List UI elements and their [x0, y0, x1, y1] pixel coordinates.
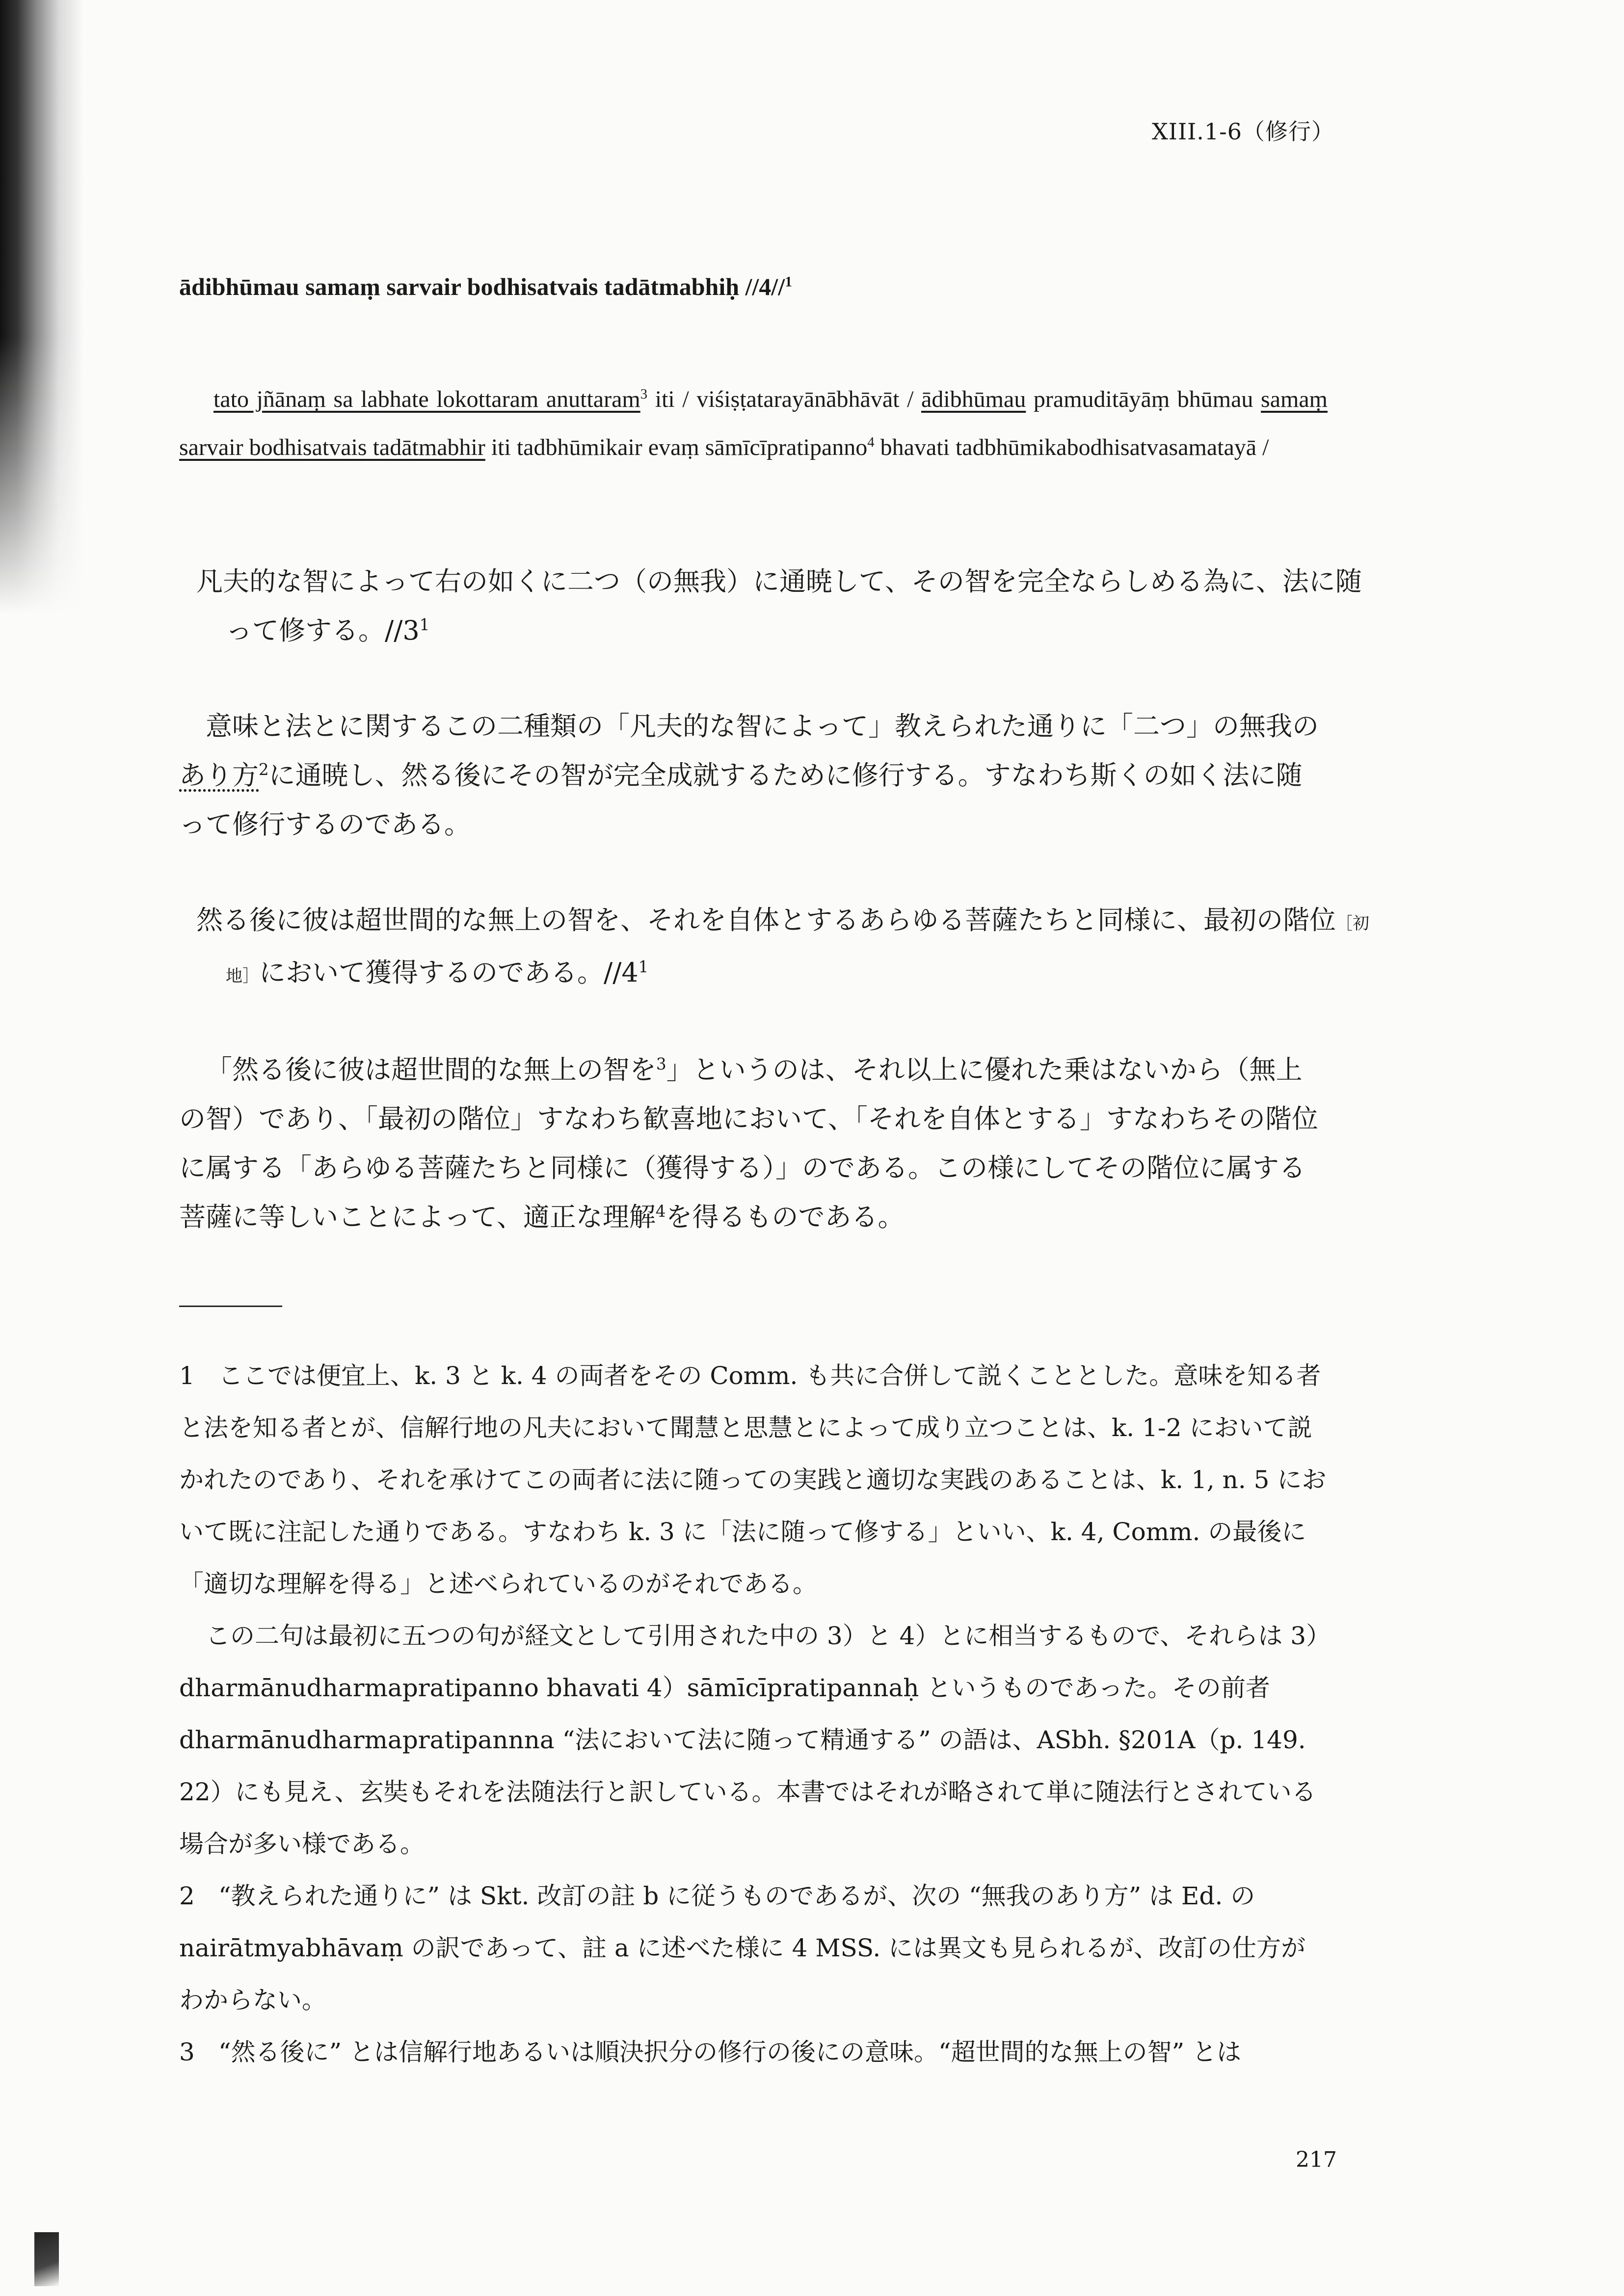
japanese-paragraph-3	[179, 702, 1328, 849]
verse-footnote-ref: 1	[785, 273, 793, 290]
footnote-text: “然る後に” とは信解行地あるいは順決択分の修行の後にの意味。“超世間的な無上の智” とは	[218, 2038, 1242, 2066]
page-number: 217	[1296, 2147, 1337, 2172]
verse-3-footnote-ref: 1	[419, 615, 430, 634]
footnote-text: この二句は最初に五つの句が経文として引用された中の 3）と 4）とに相当するもので、それらは 3）dharmānudharmapratipanno bhavati 4）sāmīcīpratipannaḥ というものであった。その前者 dharmānudharmapratipannna “法において法に随って精通する” の語は、ASbh. §201A（p. 149. 22）にも見え、玄奘もそれを法随法行と訳している。本書ではそれが略されて単に随法行とされている場合が多い様である。	[179, 1622, 1319, 1858]
japanese-verse-4	[179, 896, 1374, 1001]
footnote-number: 2	[179, 1882, 195, 1910]
paragraph-text: 意味と法とに関するこの二種類の「凡夫的な智によって」教えられた通りに「二つ」の無我の	[206, 711, 1319, 742]
scan-edge-shadow	[0, 0, 83, 614]
scan-corner-mark	[34, 2232, 59, 2286]
commentary-text: iti tadbhūmikair evaṃ sāmīcīpratipanno	[485, 434, 868, 460]
japanese-verse-4-text-end: において獲得するのである。//4	[259, 957, 639, 988]
paragraph-footnote-ref-4: 4	[655, 1202, 666, 1221]
footnote-2	[179, 1870, 1328, 2026]
bracket-annotation: ［初地］	[226, 914, 1369, 986]
japanese-verse-3	[179, 557, 1374, 655]
japanese-paragraph-4	[179, 1045, 1328, 1242]
footnotes	[179, 1350, 1328, 2078]
commentary-text: pramuditāyāṃ bhūmau	[1026, 386, 1261, 412]
commentary-underlined-quote-3: samaṃ sarvair bodhisatvais tadātmabhir	[179, 386, 1328, 460]
footnote-separator	[179, 1306, 282, 1307]
commentary-footnote-ref-4: 4	[867, 434, 875, 450]
paragraph-text: に通暁し、然る後にその智が完全成就するために修行する。すなわち斯くの如く法に随って修行するのである。	[179, 760, 1303, 840]
running-header: XIII.1-6（修行）	[1152, 118, 1334, 145]
footnote-number: 3	[179, 2038, 195, 2066]
commentary-footnote-ref-3: 3	[640, 386, 648, 402]
commentary-underlined-quote-1: tato jñānaṃ sa labhate lokottaram anuttaram	[213, 386, 640, 412]
paragraph-text: 」というのは、それ以上に優れた乗はないから（無上の智）であり、「最初の階位」すなわち歓喜地において、「それを自体とする」すなわちその階位に属する「あらゆる菩薩たちと同様に（獲得する）」のである。この様にしてその階位に属する菩薩に等しいことによって、適正な理解	[179, 1054, 1318, 1232]
footnote-text: “教えられた通りに” は Skt. 改訂の註 b に従うものであるが、次の “無我のあり方” は Ed. の nairātmyabhāvaṃ の訳であって、註 a に述べた様に 4 MSS. には異文も見られるが、改訂の仕方がわからない。	[179, 1882, 1306, 2014]
footnote-1	[179, 1350, 1328, 1610]
japanese-verse-4-text: 然る後に彼は超世間的な無上の智を、それを自体とするあらゆる菩薩たちと同様に、最初の階位	[196, 905, 1336, 935]
commentary-text: bhavati tadbhūmikabodhisatvasamatayā /	[874, 434, 1269, 460]
footnote-text: ここでは便宜上、k. 3 と k. 4 の両者をその Comm. も共に合併して説くこととした。意味を知る者と法を知る者とが、信解行地の凡夫において聞慧と思慧とによって成り立つことは、k. 1-2 において説かれたのであり、それを承けてこの両者に法に随っての実践と適切な実践のあることは、k. 1, n. 5 において既に注記した通りである。すなわち k. 3 に「法に随って修する」といい、k. 4, Comm. の最後に「適切な理解を得る」と述べられているのがそれである。	[179, 1362, 1327, 1598]
footnote-3	[179, 2026, 1328, 2078]
footnote-number: 1	[179, 1362, 195, 1390]
paragraph-text: 「然る後に彼は超世間的な無上の智を	[206, 1054, 656, 1085]
paragraph-footnote-ref-2: 2	[259, 760, 269, 779]
commentary-text: iti / viśiṣṭatarayānābhāvāt /	[647, 386, 922, 412]
dotted-emphasis: あり方	[179, 760, 259, 791]
sanskrit-verse	[179, 272, 1328, 301]
commentary-underlined-quote-2: ādibhūmau	[921, 386, 1026, 412]
paragraph-text: を得るものである。	[666, 1201, 905, 1232]
footnote-1-continued	[179, 1610, 1328, 1870]
sanskrit-commentary	[179, 375, 1328, 472]
verse-4-footnote-ref: 1	[638, 958, 649, 976]
paragraph-footnote-ref-3: 3	[656, 1055, 666, 1073]
sanskrit-verse-text: ādibhūmau samaṃ sarvair bodhisatvais tadātmabhiḥ //4//	[179, 273, 785, 300]
japanese-verse-3-text: 凡夫的な智によって右の如くに二つ（の無我）に通暁して、その智を完全ならしめる為に、法に随って修する。//3	[196, 566, 1362, 646]
